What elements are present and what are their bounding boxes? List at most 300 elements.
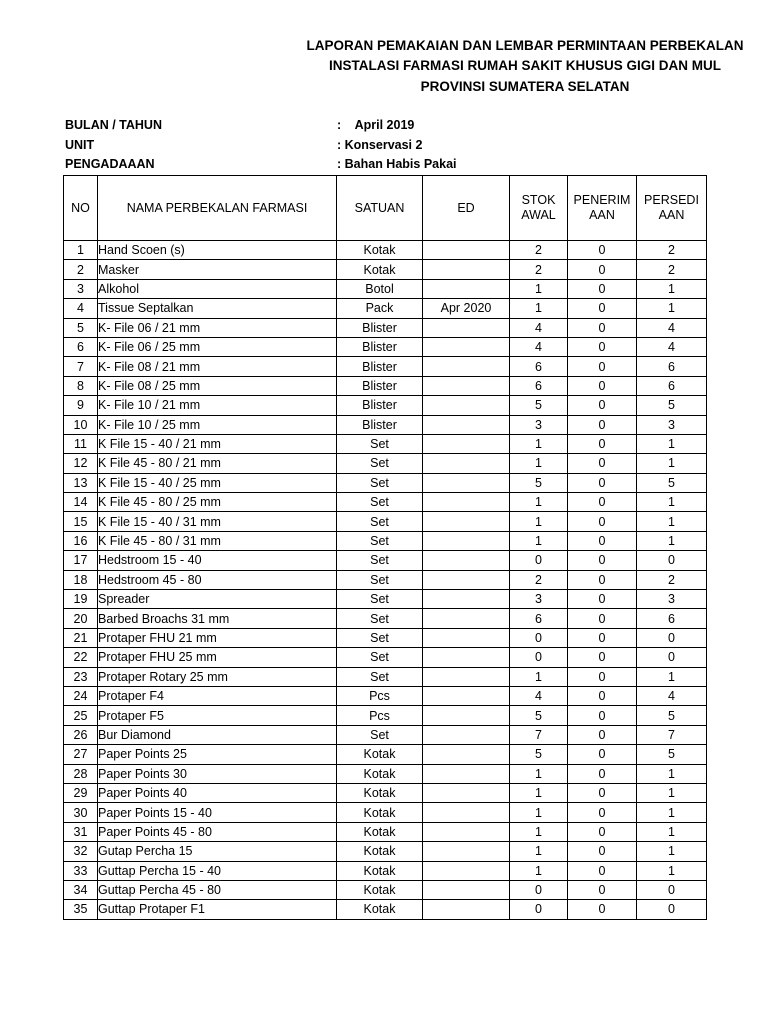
cell-nama: Hedstroom 45 - 80	[98, 570, 337, 589]
report-title	[0, 36, 768, 98]
cell-no: 18	[64, 570, 98, 589]
table-row	[64, 299, 707, 318]
meta-row-procurement	[65, 155, 705, 175]
cell-nama: K File 45 - 80 / 31 mm	[98, 531, 337, 550]
cell-nama: Hedstroom 15 - 40	[98, 551, 337, 570]
cell-ed	[423, 628, 510, 647]
cell-stok-awal: 5	[510, 396, 568, 415]
cell-ed	[423, 706, 510, 725]
cell-ed	[423, 609, 510, 628]
header-satuan: SATUAN	[337, 176, 423, 241]
cell-no: 26	[64, 725, 98, 744]
cell-persediaan: 1	[637, 279, 707, 298]
cell-satuan: Pcs	[337, 686, 423, 705]
table-row	[64, 648, 707, 667]
table-row	[64, 260, 707, 279]
table-row	[64, 512, 707, 531]
cell-nama: K File 15 - 40 / 21 mm	[98, 434, 337, 453]
cell-penerimaan: 0	[568, 376, 637, 395]
table-row	[64, 493, 707, 512]
cell-satuan: Set	[337, 570, 423, 589]
cell-ed	[423, 493, 510, 512]
cell-ed	[423, 725, 510, 744]
cell-satuan: Set	[337, 473, 423, 492]
cell-no: 8	[64, 376, 98, 395]
cell-penerimaan: 0	[568, 783, 637, 802]
cell-nama: K File 15 - 40 / 25 mm	[98, 473, 337, 492]
cell-satuan: Kotak	[337, 783, 423, 802]
cell-persediaan: 1	[637, 493, 707, 512]
cell-stok-awal: 1	[510, 667, 568, 686]
cell-no: 5	[64, 318, 98, 337]
cell-penerimaan: 0	[568, 628, 637, 647]
cell-no: 9	[64, 396, 98, 415]
cell-no: 23	[64, 667, 98, 686]
cell-persediaan: 4	[637, 337, 707, 356]
cell-satuan: Kotak	[337, 861, 423, 880]
cell-persediaan: 3	[637, 590, 707, 609]
cell-persediaan: 7	[637, 725, 707, 744]
cell-penerimaan: 0	[568, 764, 637, 783]
cell-stok-awal: 0	[510, 880, 568, 899]
table-row	[64, 764, 707, 783]
cell-penerimaan: 0	[568, 241, 637, 260]
cell-penerimaan: 0	[568, 725, 637, 744]
cell-no: 28	[64, 764, 98, 783]
cell-satuan: Kotak	[337, 260, 423, 279]
cell-stok-awal: 5	[510, 706, 568, 725]
cell-satuan: Pack	[337, 299, 423, 318]
cell-no: 17	[64, 551, 98, 570]
table-body	[64, 241, 707, 920]
cell-satuan: Blister	[337, 318, 423, 337]
cell-stok-awal: 0	[510, 900, 568, 919]
cell-persediaan: 0	[637, 880, 707, 899]
cell-penerimaan: 0	[568, 822, 637, 841]
table-row	[64, 454, 707, 473]
cell-stok-awal: 2	[510, 241, 568, 260]
cell-penerimaan: 0	[568, 842, 637, 861]
cell-nama: Bur Diamond	[98, 725, 337, 744]
table-row	[64, 241, 707, 260]
cell-penerimaan: 0	[568, 357, 637, 376]
meta-value: : April 2019	[337, 118, 415, 132]
title-line-1: LAPORAN PEMAKAIAN DAN LEMBAR PERMINTAAN PERBEKALAN	[306, 38, 744, 53]
cell-nama: K- File 10 / 25 mm	[98, 415, 337, 434]
cell-penerimaan: 0	[568, 900, 637, 919]
cell-no: 34	[64, 880, 98, 899]
meta-row-period	[65, 116, 705, 136]
cell-nama: Spreader	[98, 590, 337, 609]
cell-stok-awal: 5	[510, 745, 568, 764]
cell-penerimaan: 0	[568, 667, 637, 686]
cell-satuan: Set	[337, 493, 423, 512]
cell-no: 25	[64, 706, 98, 725]
cell-no: 33	[64, 861, 98, 880]
cell-no: 12	[64, 454, 98, 473]
cell-stok-awal: 7	[510, 725, 568, 744]
cell-no: 35	[64, 900, 98, 919]
cell-nama: K- File 10 / 21 mm	[98, 396, 337, 415]
cell-nama: Paper Points 25	[98, 745, 337, 764]
cell-no: 30	[64, 803, 98, 822]
cell-no: 22	[64, 648, 98, 667]
cell-satuan: Set	[337, 648, 423, 667]
cell-persediaan: 2	[637, 260, 707, 279]
cell-ed	[423, 783, 510, 802]
table-row	[64, 803, 707, 822]
cell-persediaan: 1	[637, 842, 707, 861]
cell-satuan: Pcs	[337, 706, 423, 725]
header-no: NO	[64, 176, 98, 241]
cell-satuan: Kotak	[337, 803, 423, 822]
cell-stok-awal: 1	[510, 531, 568, 550]
cell-persediaan: 1	[637, 783, 707, 802]
cell-persediaan: 1	[637, 822, 707, 841]
cell-ed	[423, 686, 510, 705]
cell-persediaan: 2	[637, 241, 707, 260]
cell-persediaan: 5	[637, 706, 707, 725]
cell-satuan: Kotak	[337, 880, 423, 899]
table-header-row	[64, 176, 707, 241]
cell-ed	[423, 512, 510, 531]
cell-no: 13	[64, 473, 98, 492]
cell-nama: K- File 06 / 21 mm	[98, 318, 337, 337]
table-row	[64, 842, 707, 861]
cell-ed	[423, 900, 510, 919]
cell-satuan: Set	[337, 609, 423, 628]
cell-persediaan: 0	[637, 648, 707, 667]
cell-no: 11	[64, 434, 98, 453]
cell-penerimaan: 0	[568, 454, 637, 473]
cell-stok-awal: 1	[510, 434, 568, 453]
table-row	[64, 396, 707, 415]
cell-penerimaan: 0	[568, 299, 637, 318]
cell-no: 3	[64, 279, 98, 298]
cell-no: 14	[64, 493, 98, 512]
cell-penerimaan: 0	[568, 706, 637, 725]
cell-persediaan: 5	[637, 745, 707, 764]
cell-ed	[423, 337, 510, 356]
cell-nama: Gutap Percha 15	[98, 842, 337, 861]
cell-ed	[423, 376, 510, 395]
cell-nama: Masker	[98, 260, 337, 279]
cell-no: 27	[64, 745, 98, 764]
cell-satuan: Kotak	[337, 241, 423, 260]
cell-nama: Paper Points 40	[98, 783, 337, 802]
cell-no: 10	[64, 415, 98, 434]
table-row	[64, 686, 707, 705]
cell-nama: Protaper F5	[98, 706, 337, 725]
cell-penerimaan: 0	[568, 493, 637, 512]
cell-no: 2	[64, 260, 98, 279]
cell-ed	[423, 279, 510, 298]
cell-no: 15	[64, 512, 98, 531]
cell-penerimaan: 0	[568, 260, 637, 279]
cell-penerimaan: 0	[568, 745, 637, 764]
cell-no: 7	[64, 357, 98, 376]
cell-nama: K- File 06 / 25 mm	[98, 337, 337, 356]
cell-penerimaan: 0	[568, 570, 637, 589]
cell-nama: K- File 08 / 21 mm	[98, 357, 337, 376]
cell-nama: Barbed Broachs 31 mm	[98, 609, 337, 628]
cell-persediaan: 4	[637, 318, 707, 337]
header-penerimaan: PENERIM AAN	[568, 176, 637, 241]
cell-ed	[423, 415, 510, 434]
cell-ed	[423, 822, 510, 841]
table-row	[64, 376, 707, 395]
cell-satuan: Blister	[337, 376, 423, 395]
meta-label: BULAN / TAHUN	[65, 118, 162, 132]
cell-persediaan: 3	[637, 415, 707, 434]
cell-stok-awal: 2	[510, 260, 568, 279]
table-row	[64, 551, 707, 570]
cell-ed	[423, 803, 510, 822]
header-persediaan: PERSEDI AAN	[637, 176, 707, 241]
cell-satuan: Set	[337, 725, 423, 744]
cell-persediaan: 1	[637, 803, 707, 822]
cell-nama: Protaper F4	[98, 686, 337, 705]
cell-penerimaan: 0	[568, 512, 637, 531]
cell-no: 31	[64, 822, 98, 841]
cell-stok-awal: 6	[510, 376, 568, 395]
cell-persediaan: 6	[637, 376, 707, 395]
cell-ed	[423, 357, 510, 376]
cell-stok-awal: 1	[510, 279, 568, 298]
cell-stok-awal: 1	[510, 822, 568, 841]
cell-satuan: Set	[337, 667, 423, 686]
header-ed: ED	[423, 176, 510, 241]
table-row	[64, 667, 707, 686]
cell-stok-awal: 1	[510, 861, 568, 880]
cell-penerimaan: 0	[568, 415, 637, 434]
cell-persediaan: 1	[637, 861, 707, 880]
cell-satuan: Blister	[337, 357, 423, 376]
cell-stok-awal: 6	[510, 357, 568, 376]
cell-nama: K File 15 - 40 / 31 mm	[98, 512, 337, 531]
cell-persediaan: 5	[637, 473, 707, 492]
cell-stok-awal: 1	[510, 764, 568, 783]
cell-penerimaan: 0	[568, 551, 637, 570]
table-row	[64, 609, 707, 628]
cell-stok-awal: 1	[510, 299, 568, 318]
cell-ed	[423, 396, 510, 415]
table-row	[64, 725, 707, 744]
cell-satuan: Set	[337, 531, 423, 550]
cell-persediaan: 4	[637, 686, 707, 705]
cell-nama: Alkohol	[98, 279, 337, 298]
cell-ed	[423, 842, 510, 861]
cell-persediaan: 1	[637, 531, 707, 550]
table-row	[64, 590, 707, 609]
table-row	[64, 531, 707, 550]
cell-satuan: Set	[337, 590, 423, 609]
cell-ed	[423, 473, 510, 492]
cell-ed	[423, 570, 510, 589]
cell-satuan: Set	[337, 628, 423, 647]
cell-stok-awal: 1	[510, 493, 568, 512]
cell-ed	[423, 318, 510, 337]
table-row	[64, 415, 707, 434]
table-row	[64, 861, 707, 880]
table-row	[64, 337, 707, 356]
cell-stok-awal: 2	[510, 570, 568, 589]
cell-satuan: Kotak	[337, 822, 423, 841]
report-meta	[65, 116, 705, 175]
cell-stok-awal: 3	[510, 590, 568, 609]
cell-satuan: Set	[337, 454, 423, 473]
cell-persediaan: 6	[637, 357, 707, 376]
cell-ed	[423, 667, 510, 686]
cell-stok-awal: 0	[510, 648, 568, 667]
cell-no: 16	[64, 531, 98, 550]
cell-nama: K- File 08 / 25 mm	[98, 376, 337, 395]
meta-label: UNIT	[65, 137, 95, 152]
cell-no: 6	[64, 337, 98, 356]
cell-penerimaan: 0	[568, 861, 637, 880]
meta-row-unit	[65, 136, 705, 156]
cell-no: 21	[64, 628, 98, 647]
cell-persediaan: 2	[637, 570, 707, 589]
table-row	[64, 706, 707, 725]
cell-no: 32	[64, 842, 98, 861]
table-row	[64, 628, 707, 647]
items-table	[63, 175, 707, 920]
cell-ed	[423, 745, 510, 764]
cell-stok-awal: 1	[510, 512, 568, 531]
cell-persediaan: 1	[637, 512, 707, 531]
table-row	[64, 473, 707, 492]
table-row	[64, 783, 707, 802]
cell-penerimaan: 0	[568, 531, 637, 550]
table-row	[64, 357, 707, 376]
cell-no: 29	[64, 783, 98, 802]
cell-penerimaan: 0	[568, 337, 637, 356]
meta-label: PENGADAAAN	[65, 157, 155, 171]
cell-persediaan: 0	[637, 900, 707, 919]
cell-penerimaan: 0	[568, 880, 637, 899]
cell-penerimaan: 0	[568, 686, 637, 705]
cell-nama: K File 45 - 80 / 25 mm	[98, 493, 337, 512]
cell-ed	[423, 434, 510, 453]
cell-stok-awal: 0	[510, 628, 568, 647]
cell-nama: Paper Points 45 - 80	[98, 822, 337, 841]
cell-ed	[423, 861, 510, 880]
cell-no: 19	[64, 590, 98, 609]
cell-penerimaan: 0	[568, 279, 637, 298]
cell-nama: Protaper FHU 21 mm	[98, 628, 337, 647]
cell-satuan: Kotak	[337, 900, 423, 919]
cell-satuan: Blister	[337, 337, 423, 356]
cell-nama: Guttap Percha 45 - 80	[98, 880, 337, 899]
cell-satuan: Blister	[337, 396, 423, 415]
cell-no: 24	[64, 686, 98, 705]
title-line-2: INSTALASI FARMASI RUMAH SAKIT KHUSUS GIGI DAN MUL	[329, 58, 721, 73]
cell-satuan: Kotak	[337, 745, 423, 764]
cell-ed	[423, 880, 510, 899]
cell-nama: Guttap Percha 15 - 40	[98, 861, 337, 880]
table-row	[64, 880, 707, 899]
cell-stok-awal: 1	[510, 803, 568, 822]
cell-penerimaan: 0	[568, 396, 637, 415]
cell-penerimaan: 0	[568, 648, 637, 667]
cell-penerimaan: 0	[568, 318, 637, 337]
cell-stok-awal: 4	[510, 318, 568, 337]
meta-value: : Bahan Habis Pakai	[337, 157, 457, 171]
cell-persediaan: 6	[637, 609, 707, 628]
table-row	[64, 279, 707, 298]
cell-ed	[423, 648, 510, 667]
cell-satuan: Blister	[337, 415, 423, 434]
cell-ed	[423, 241, 510, 260]
cell-persediaan: 0	[637, 551, 707, 570]
table-row	[64, 570, 707, 589]
cell-nama: Protaper Rotary 25 mm	[98, 667, 337, 686]
cell-persediaan: 1	[637, 764, 707, 783]
cell-ed	[423, 454, 510, 473]
cell-nama: Hand Scoen (s)	[98, 241, 337, 260]
cell-stok-awal: 0	[510, 551, 568, 570]
cell-penerimaan: 0	[568, 434, 637, 453]
cell-nama: Guttap Protaper F1	[98, 900, 337, 919]
table-row	[64, 434, 707, 453]
cell-stok-awal: 6	[510, 609, 568, 628]
header-stok-awal: STOK AWAL	[510, 176, 568, 241]
table-row	[64, 318, 707, 337]
cell-satuan: Kotak	[337, 842, 423, 861]
cell-ed: Apr 2020	[423, 299, 510, 318]
cell-penerimaan: 0	[568, 473, 637, 492]
cell-ed	[423, 590, 510, 609]
cell-nama: K File 45 - 80 / 21 mm	[98, 454, 337, 473]
cell-no: 1	[64, 241, 98, 260]
cell-stok-awal: 5	[510, 473, 568, 492]
cell-nama: Tissue Septalkan	[98, 299, 337, 318]
cell-stok-awal: 1	[510, 783, 568, 802]
cell-nama: Protaper FHU 25 mm	[98, 648, 337, 667]
cell-persediaan: 1	[637, 454, 707, 473]
header-nama: NAMA PERBEKALAN FARMASI	[98, 176, 337, 241]
cell-satuan: Set	[337, 551, 423, 570]
cell-satuan: Set	[337, 512, 423, 531]
cell-satuan: Botol	[337, 279, 423, 298]
cell-ed	[423, 260, 510, 279]
table-row	[64, 900, 707, 919]
cell-nama: Paper Points 30	[98, 764, 337, 783]
cell-penerimaan: 0	[568, 609, 637, 628]
table-row	[64, 822, 707, 841]
cell-ed	[423, 531, 510, 550]
cell-ed	[423, 551, 510, 570]
cell-nama: Paper Points 15 - 40	[98, 803, 337, 822]
cell-stok-awal: 4	[510, 337, 568, 356]
table-row	[64, 745, 707, 764]
cell-no: 4	[64, 299, 98, 318]
cell-penerimaan: 0	[568, 803, 637, 822]
cell-persediaan: 1	[637, 299, 707, 318]
cell-no: 20	[64, 609, 98, 628]
cell-satuan: Kotak	[337, 764, 423, 783]
cell-stok-awal: 4	[510, 686, 568, 705]
cell-ed	[423, 764, 510, 783]
meta-value: : Konservasi 2	[337, 137, 423, 152]
cell-stok-awal: 1	[510, 842, 568, 861]
cell-persediaan: 5	[637, 396, 707, 415]
cell-stok-awal: 3	[510, 415, 568, 434]
cell-persediaan: 0	[637, 628, 707, 647]
cell-satuan: Set	[337, 434, 423, 453]
cell-stok-awal: 1	[510, 454, 568, 473]
